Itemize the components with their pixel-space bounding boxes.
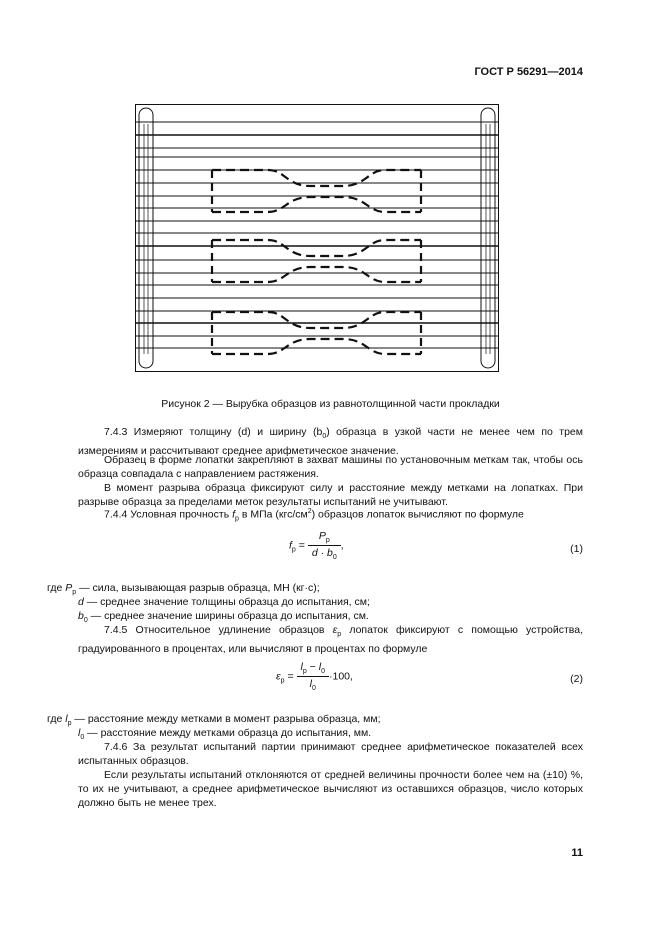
f1-den-sub: 0: [332, 554, 337, 562]
f2-num-a: l: [300, 661, 303, 673]
f2-equals: =: [287, 670, 294, 683]
p744-var: f: [232, 508, 236, 521]
p744-text-a: 7.4.4 Условная прочность: [104, 508, 233, 521]
f1-lhs-sub: p: [291, 546, 296, 554]
f2-lhs-sub: p: [280, 677, 285, 685]
where1-2-var: b: [78, 610, 84, 622]
f2-numerator: [297, 661, 329, 677]
document-header: ГОСТ Р 56291—2014: [474, 66, 583, 78]
paragraph-specimen-shape: Образец в форме лопатки закрепляют в захват машины по установочным меткам так, чтобы ось образца совпадала с направлением растяжения.: [78, 454, 583, 480]
formula-2: [276, 661, 353, 692]
where1-2-sub: 0: [83, 617, 88, 625]
f2-tail: ·100,: [328, 670, 353, 683]
where2-0-sub: р: [67, 720, 72, 728]
where2-1-var: l: [78, 727, 81, 739]
where2-0-text: — расстояние между метками в момент разрыва образца, мм;: [71, 713, 381, 725]
paragraph-7-4-5: [78, 623, 583, 656]
f2-lhs: ε: [276, 670, 281, 683]
where1-0-text: — сила, вызывающая разрыв образца, МН (кг·с);: [76, 582, 320, 594]
f1-fraction: [308, 530, 341, 561]
where2-1-sub: 0: [80, 734, 85, 742]
p745-text-a: 7.4.5 Относительное удлинение образцов: [104, 624, 333, 636]
f2-den-sub: 0: [311, 685, 316, 693]
p744-text-c: ) образцов лопаток вычисляют по формуле: [311, 508, 524, 521]
p743-text-a: 7.4.3 Измеряют толщину (d) и ширину (b: [104, 426, 323, 438]
where1-0-var: P: [65, 582, 73, 594]
paragraph-deviation: Если результаты испытаний отклоняются от средней величины прочности более чем на (±10) %, то их не учитывают, а среднее арифметическое вычисляют из оставшихся образцов, число которых должно быть не менее трех.: [78, 769, 583, 809]
formula-1-number: (1): [570, 543, 583, 555]
where2-1-text: — расстояние между метками образца до испытания, мм.: [84, 727, 372, 739]
f1-lhs: f: [289, 539, 292, 552]
p744-sup: 2: [307, 508, 312, 515]
f1-denominator: [308, 546, 341, 561]
page-number: 11: [571, 847, 583, 859]
p744-sub: р: [235, 515, 239, 523]
p745-var: ε: [332, 624, 338, 636]
f1-equals: =: [298, 539, 305, 552]
where1-1-var: d: [78, 596, 84, 608]
p745-text-b: лопаток фиксируют с помощью устройства, градуированного в процентах, или вычисляют в процентах по формуле: [78, 624, 583, 656]
f2-num-b-sub: 0: [321, 668, 325, 676]
p745-sub: р: [337, 631, 342, 639]
f1-den-var: d · b: [311, 547, 333, 560]
where2-prefix: где: [47, 713, 66, 725]
p744-text-b: в МПа (кгс/см: [238, 508, 308, 521]
where1-0-sub: р: [72, 589, 77, 597]
f2-fraction: [297, 661, 329, 692]
formula-1: [289, 530, 344, 561]
f1-num-var: P: [318, 530, 326, 542]
paragraph-7-4-4: [78, 505, 583, 527]
p743-sub: 0: [322, 433, 327, 441]
formula-2-number: (2): [570, 673, 583, 685]
f2-num-b: l: [318, 661, 322, 673]
figure-caption: Рисунок 2 — Вырубка образцов из равнотолщинной части прокладки: [161, 398, 500, 410]
paragraph-7-4-6: 7.4.6 За результат испытаний партии принимают среднее арифметическое показателей всех испытанных образцов.: [78, 741, 583, 767]
f2-den: l: [309, 678, 312, 691]
f1-num-sub: p: [325, 537, 330, 545]
f1-tail: ,: [340, 539, 344, 552]
figure-specimen-cutting: [135, 104, 499, 372]
paragraph-break-moment: В момент разрыва образца фиксируют силу и расстояние между метками на лопатках. При разрыве образца за пределами меток результаты испытаний не учитывают.: [78, 482, 583, 508]
where1-1-text: — среднее значение толщины образца до испытания, см;: [83, 596, 370, 608]
where2-0-var: l: [65, 713, 68, 725]
f1-numerator: [308, 530, 341, 546]
f2-denominator: [297, 677, 329, 692]
where1-prefix: где: [47, 582, 66, 594]
where1-2-text: — среднее значение ширины образца до испытания, см.: [87, 610, 369, 622]
f2-num-a-sub: p: [302, 668, 307, 676]
p743-text-b: ) образца в узкой части не менее чем по трем измерениям и рассчитывают среднее арифметическое значение.: [78, 426, 583, 458]
f2-num-mid: −: [306, 661, 319, 673]
